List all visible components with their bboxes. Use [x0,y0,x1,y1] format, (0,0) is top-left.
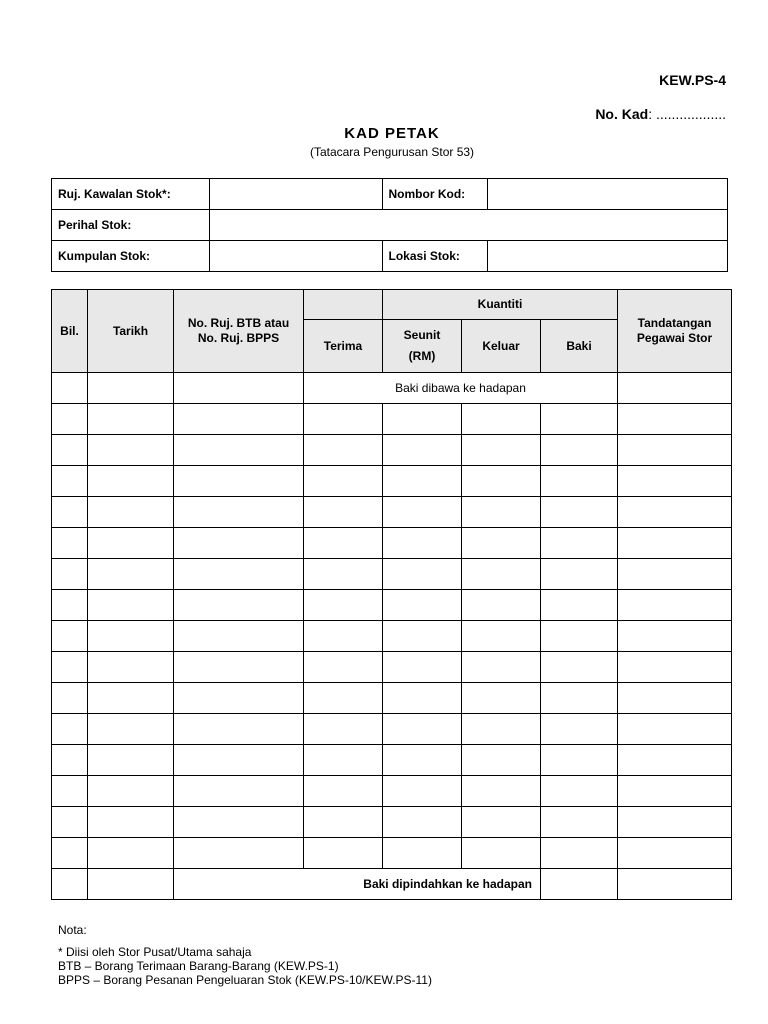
table-cell[interactable] [174,683,304,714]
table-cell[interactable] [88,497,174,528]
table-row [52,404,732,435]
carry-forward-row [52,373,732,404]
col-keluar: Keluar [462,320,541,373]
table-cell[interactable] [541,807,618,838]
card-number-label: No. Kad [595,106,649,122]
table-cell[interactable] [462,838,541,869]
table-cell[interactable] [174,621,304,652]
table-row [52,590,732,621]
table-cell[interactable] [52,559,88,590]
notes-section [58,923,432,987]
col-ruj-line1: No. Ruj. BTB atau [187,316,290,330]
table-cell[interactable] [88,435,174,466]
table-cell[interactable] [88,404,174,435]
table-row [52,497,732,528]
table-cell[interactable] [618,497,732,528]
col-tandatangan [618,290,732,373]
table-cell[interactable] [88,869,174,900]
table-cell[interactable] [383,466,462,497]
col-bil: Bil. [52,290,88,373]
table-cell[interactable] [383,776,462,807]
table-cell[interactable] [618,838,732,869]
table-cell[interactable] [383,590,462,621]
nombor-kod-field[interactable] [488,179,728,210]
table-cell[interactable] [52,528,88,559]
col-ruj [174,290,304,373]
kumpulan-field[interactable] [209,241,382,272]
table-cell[interactable] [88,745,174,776]
table-cell[interactable] [618,528,732,559]
table-row [52,714,732,745]
table-cell[interactable] [541,621,618,652]
table-row [52,528,732,559]
table-cell[interactable] [52,590,88,621]
table-cell[interactable] [541,435,618,466]
table-cell[interactable] [88,807,174,838]
table-cell[interactable] [462,590,541,621]
table-row [52,466,732,497]
table-cell[interactable] [52,869,88,900]
table-row [52,745,732,776]
table-cell[interactable] [88,373,174,404]
page-title: KAD PETAK [344,125,440,142]
carry-out-label: Baki dipindahkan ke hadapan [174,869,541,900]
table-cell[interactable] [88,838,174,869]
notes-heading: Nota: [58,923,87,937]
table-row [52,776,732,807]
table-cell[interactable] [618,404,732,435]
table-cell[interactable] [383,497,462,528]
table-row [52,559,732,590]
table-cell[interactable] [88,776,174,807]
table-cell[interactable] [174,714,304,745]
ruj-kawalan-field[interactable] [209,179,382,210]
carry-out-row [52,869,732,900]
table-cell[interactable] [174,528,304,559]
carry-forward-label: Baki dibawa ke hadapan [304,373,618,404]
stock-ledger-table [51,289,732,900]
table-cell[interactable] [383,559,462,590]
card-number [595,106,726,122]
ledger-body [52,373,732,900]
table-cell[interactable] [52,621,88,652]
table-cell[interactable] [174,559,304,590]
table-cell[interactable] [174,497,304,528]
table-cell[interactable] [52,466,88,497]
lokasi-label: Lokasi Stok: [382,241,488,272]
table-cell[interactable] [174,652,304,683]
table-cell[interactable] [174,373,304,404]
table-cell[interactable] [88,621,174,652]
table-cell[interactable] [618,590,732,621]
table-cell[interactable] [462,621,541,652]
page-subtitle: (Tatacara Pengurusan Stor 53) [309,145,475,159]
table-cell[interactable] [541,776,618,807]
table-cell[interactable] [541,683,618,714]
table-cell[interactable] [174,404,304,435]
lokasi-field[interactable] [488,241,728,272]
table-cell[interactable] [304,838,383,869]
col-tandatangan-line2: Pegawai Stor [636,331,713,345]
table-cell[interactable] [541,404,618,435]
table-cell[interactable] [618,683,732,714]
table-cell[interactable] [304,807,383,838]
table-cell[interactable] [304,621,383,652]
table-cell[interactable] [304,590,383,621]
table-cell[interactable] [304,528,383,559]
table-cell[interactable] [304,714,383,745]
table-row [52,838,732,869]
table-cell[interactable] [541,497,618,528]
table-cell[interactable] [88,590,174,621]
table-cell[interactable] [618,373,732,404]
col-terima-top [304,290,383,320]
table-cell[interactable] [304,497,383,528]
table-cell[interactable] [383,807,462,838]
table-cell[interactable] [88,683,174,714]
table-row [52,807,732,838]
kumpulan-label: Kumpulan Stok: [52,241,210,272]
table-cell[interactable] [304,652,383,683]
table-cell[interactable] [383,621,462,652]
table-cell[interactable] [618,745,732,776]
table-cell[interactable] [174,838,304,869]
note-line: BTB – Borang Terimaan Barang-Barang (KEW.PS-1) [58,959,339,973]
col-ruj-line2: No. Ruj. BPPS [197,331,280,345]
col-seunit-line1: Seunit [403,328,441,342]
stock-info-table [51,178,728,272]
table-cell[interactable] [462,404,541,435]
table-cell[interactable] [383,745,462,776]
table-cell[interactable] [383,404,462,435]
table-cell[interactable] [174,807,304,838]
nombor-kod-label: Nombor Kod: [382,179,488,210]
table-cell[interactable] [174,466,304,497]
table-cell[interactable] [541,559,618,590]
table-cell[interactable] [383,652,462,683]
table-cell[interactable] [383,714,462,745]
table-cell[interactable] [52,373,88,404]
table-cell[interactable] [541,714,618,745]
table-cell[interactable] [304,683,383,714]
table-cell[interactable] [52,652,88,683]
table-cell[interactable] [383,838,462,869]
table-cell[interactable] [88,528,174,559]
table-cell[interactable] [52,435,88,466]
col-seunit [383,320,462,373]
table-cell[interactable] [462,776,541,807]
table-cell[interactable] [52,714,88,745]
table-cell[interactable] [462,497,541,528]
table-cell[interactable] [618,559,732,590]
table-cell[interactable] [541,745,618,776]
table-cell[interactable] [618,621,732,652]
perihal-label: Perihal Stok: [52,210,210,241]
table-row [52,652,732,683]
table-cell[interactable] [52,497,88,528]
table-cell[interactable] [52,683,88,714]
table-cell[interactable] [52,838,88,869]
table-cell[interactable] [618,714,732,745]
table-row [52,435,732,466]
card-number-value: : .................. [648,106,726,122]
form-code: KEW.PS-4 [659,72,726,88]
table-cell[interactable] [541,838,618,869]
table-row [52,683,732,714]
table-cell[interactable] [541,869,618,900]
table-cell[interactable] [52,776,88,807]
table-cell[interactable] [462,466,541,497]
table-cell[interactable] [383,435,462,466]
table-cell[interactable] [541,590,618,621]
table-cell[interactable] [618,435,732,466]
table-cell[interactable] [174,776,304,807]
table-cell[interactable] [52,807,88,838]
table-cell[interactable] [462,435,541,466]
table-cell[interactable] [304,559,383,590]
table-cell[interactable] [88,559,174,590]
table-cell[interactable] [462,528,541,559]
table-cell[interactable] [304,404,383,435]
table-cell[interactable] [383,683,462,714]
table-cell[interactable] [174,590,304,621]
table-cell[interactable] [304,776,383,807]
table-cell[interactable] [618,652,732,683]
table-cell[interactable] [462,559,541,590]
table-cell[interactable] [52,745,88,776]
table-cell[interactable] [618,807,732,838]
note-line: BPPS – Borang Pesanan Pengeluaran Stok (KEW.PS-10/KEW.PS-11) [58,973,432,987]
table-cell[interactable] [462,745,541,776]
table-cell[interactable] [462,652,541,683]
table-cell[interactable] [88,466,174,497]
table-cell[interactable] [304,435,383,466]
table-cell[interactable] [88,714,174,745]
table-cell[interactable] [88,652,174,683]
col-tandatangan-line1: Tandatangan [637,316,712,330]
table-cell[interactable] [541,528,618,559]
col-seunit-line2: (RM) [408,349,436,363]
table-cell[interactable] [462,807,541,838]
note-line: * Diisi oleh Stor Pusat/Utama sahaja [58,945,252,959]
perihal-field[interactable] [209,210,727,241]
table-cell[interactable] [618,869,732,900]
table-row [52,621,732,652]
col-tarikh: Tarikh [88,290,174,373]
col-terima: Terima [304,320,383,373]
ruj-kawalan-label: Ruj. Kawalan Stok*: [52,179,210,210]
table-cell[interactable] [618,466,732,497]
col-baki: Baki [541,320,618,373]
table-cell[interactable] [304,745,383,776]
table-cell[interactable] [462,714,541,745]
table-cell[interactable] [383,528,462,559]
table-cell[interactable] [541,652,618,683]
col-kuantiti: Kuantiti [383,290,618,320]
table-cell[interactable] [52,404,88,435]
table-cell[interactable] [541,466,618,497]
table-cell[interactable] [174,435,304,466]
table-cell[interactable] [618,776,732,807]
table-cell[interactable] [304,466,383,497]
table-cell[interactable] [174,745,304,776]
table-cell[interactable] [462,683,541,714]
